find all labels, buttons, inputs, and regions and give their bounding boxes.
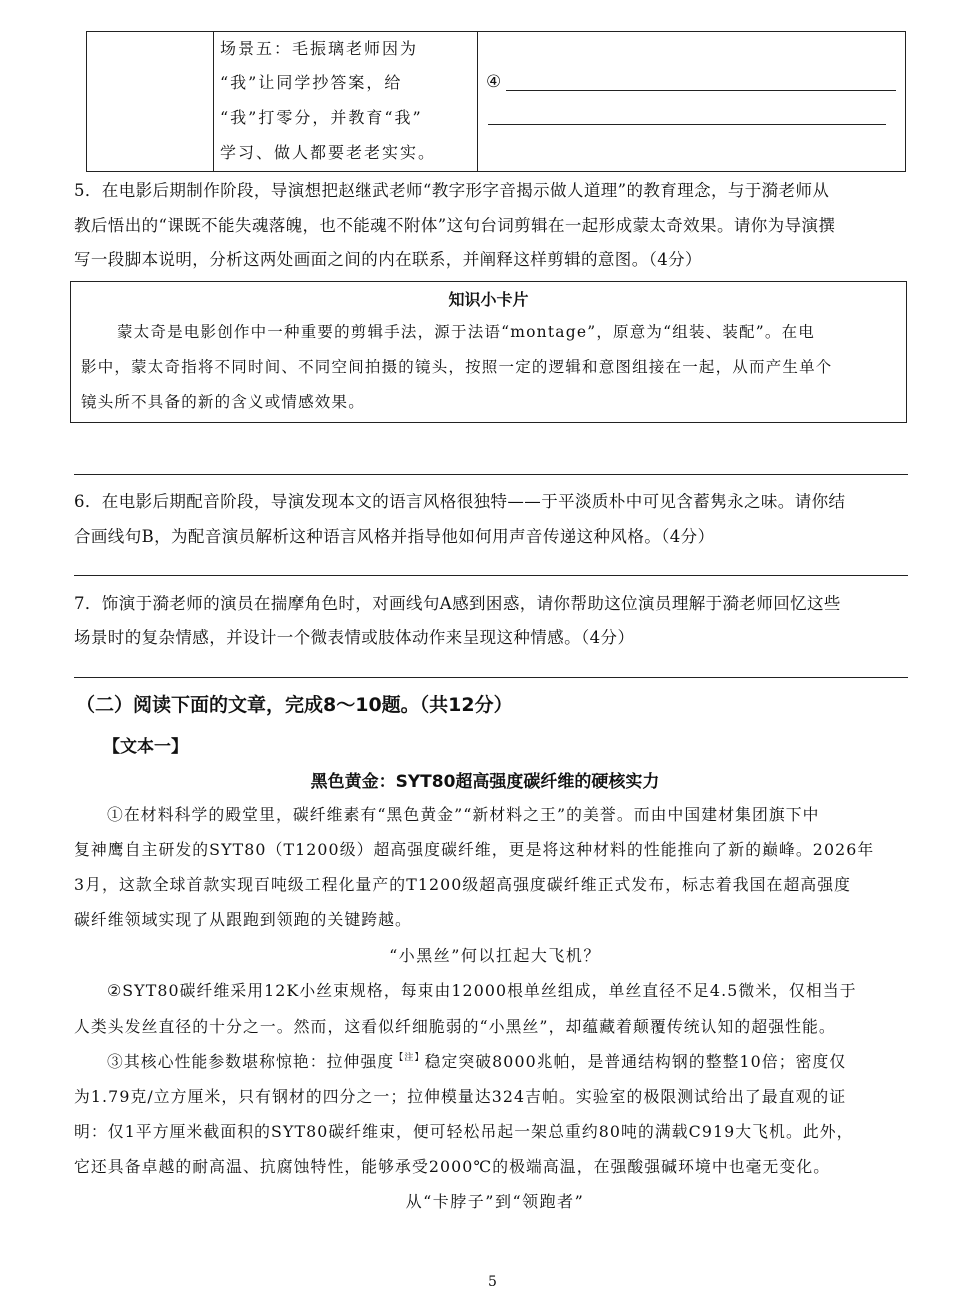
- knowledge-card-line: 镜头所不具备的新的含义或情感效果。: [81, 393, 365, 411]
- section-title: （二）阅读下面的文章，完成8～10题。（共12分）: [76, 694, 513, 716]
- article-title: 黑色黄金：SYT80超高强度碳纤维的硬核实力: [310, 772, 660, 792]
- knowledge-card-title: 知识小卡片: [448, 290, 529, 309]
- paragraph-line: 人类头发丝直径的十分之一。然而，这看似纤细脆弱的“小黑丝”，却蕴藏着颠覆传统认知的超强性能。: [74, 1017, 836, 1036]
- answer-marker: ④: [486, 72, 502, 92]
- question-5-line: 教后悟出的“课既不能失魂落魄，也不能魂不附体”这句台词剪辑在一起形成蒙太奇效果。请你为导演撰: [74, 216, 836, 235]
- scene5-line: 学习、做人都要老老实实。: [220, 143, 437, 162]
- scene5-line: “我”让同学抄答案，给: [220, 73, 403, 92]
- question-6-line: 6．在电影后期配音阶段，导演发现本文的语言风格很独特——于平淡质朴中可见含蓄隽永之味。请你结: [74, 492, 846, 511]
- paragraph-line: 明：仅1平方厘米截面积的SYT80碳纤维束，便可轻松吊起一架总重约80吨的满载C919大飞机。此外，: [74, 1122, 854, 1141]
- paragraph-line: 复神鹰自主研发的SYT80（T1200级）超高强度碳纤维，更是将这种材料的性能推向了新的巅峰。2026年: [74, 840, 875, 859]
- question-5-line: 写一段脚本说明，分析这两处画面之间的内在联系，并阐释这样剪辑的意图。（4分）: [74, 250, 702, 269]
- scene5-line: “我”打零分，并教育“我”: [220, 108, 423, 127]
- question-6-line: 合画线句B，为配音演员解析这种语言风格并指导他如何用声音传递这种风格。（4分）: [74, 527, 715, 546]
- knowledge-card: [70, 281, 907, 423]
- page-number: 5: [488, 1274, 497, 1290]
- para3-rest: 稳定突破8000兆帕，是普通结构钢的整整10倍；密度仅: [424, 1052, 847, 1071]
- question-7-line: 场景时的复杂情感，并设计一个微表情或肢体动作来呈现这种情感。（4分）: [74, 628, 635, 647]
- table-divider: [213, 32, 214, 171]
- subheading: 从“卡脖子”到“领跑者”: [405, 1192, 585, 1211]
- paragraph-line: 它还具备卓越的耐高温、抗腐蚀特性，能够承受2000℃的极端高温，在强酸强碱环境中也毫无变化。: [74, 1157, 831, 1176]
- paragraph-line: 碳纤维领域实现了从跟跑到领跑的关键跨越。: [74, 910, 412, 929]
- paragraph-line: ②SYT80碳纤维采用12K小丝束规格，每束由12000根单丝组成，单丝直径不足4.5微米，仅相当于: [107, 981, 857, 1000]
- question-5-line: 5．在电影后期制作阶段，导演想把赵继武老师“教字形字音揭示做人道理”的教育理念，与于漪老师从: [74, 181, 830, 200]
- paragraph-line: 3月，这款全球首款实现百吨级工程化量产的T1200级超高强度碳纤维正式发布，标志着我国在超高强度: [74, 875, 852, 894]
- answer-line[interactable]: [74, 474, 908, 475]
- scene5-line: 场景五：毛振璃老师因为: [220, 39, 419, 58]
- question-7-line: 7．饰演于漪老师的演员在揣摩角色时，对画线句A感到困惑，请你帮助这位演员理解于漪老师回忆这些: [74, 594, 841, 613]
- answer-blank-line: [506, 90, 896, 91]
- subheading: “小黑丝”何以扛起大飞机？: [389, 946, 601, 965]
- answer-line[interactable]: [74, 575, 908, 576]
- paragraph-line: [107, 1049, 846, 1072]
- text-label: 【文本一】: [103, 737, 188, 757]
- paragraph-line: ①在材料科学的殿堂里，碳纤维素有“黑色黄金”“新材料之王”的美誉。而由中国建材集团旗下中: [107, 805, 820, 824]
- answer-blank-line: [488, 124, 886, 125]
- paragraph-line: 为1.79克/立方厘米，只有钢材的四分之一；拉伸模量达324吉帕。实验室的极限测试给出了最直观的证: [74, 1087, 847, 1106]
- footnote-marker: 【注】: [394, 1053, 425, 1063]
- table-divider: [477, 32, 478, 171]
- para3-start: ③其核心性能参数堪称惊艳：拉伸强度: [107, 1052, 395, 1071]
- scene-table: [86, 31, 906, 172]
- answer-line[interactable]: [74, 677, 908, 678]
- knowledge-card-line: 影中，蒙太奇指将不同时间、不同空间拍摄的镜头，按照一定的逻辑和意图组接在一起，从而产生单个: [81, 358, 833, 376]
- knowledge-card-line: 蒙太奇是电影创作中一种重要的剪辑手法，源于法语“montage”，原意为“组装、装配”。在电: [117, 323, 815, 341]
